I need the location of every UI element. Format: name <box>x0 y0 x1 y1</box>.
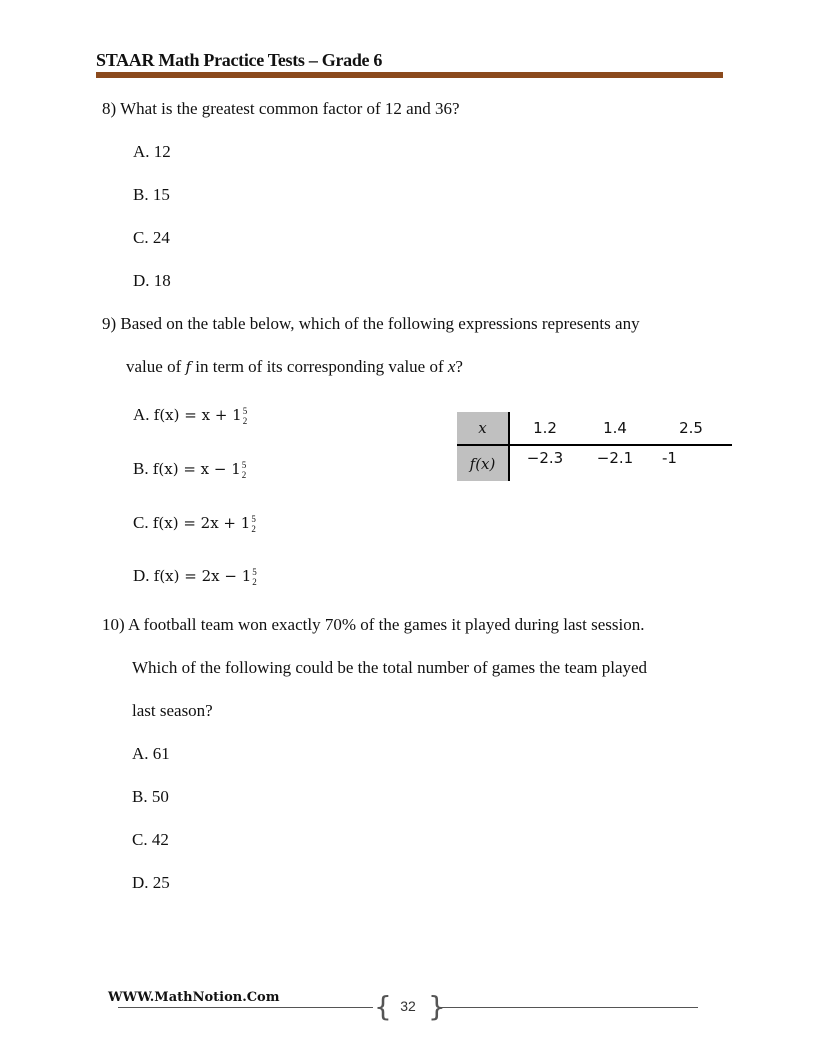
table-cell: −2.3 <box>526 449 564 467</box>
q9-option-a-fraction <box>243 406 248 426</box>
q9-var-f: f <box>185 358 192 376</box>
table-cell: 2.5 <box>650 412 732 445</box>
q9-option-d-fraction <box>252 567 257 587</box>
footer-rule-left <box>118 1007 373 1008</box>
q9-data-table <box>457 412 732 481</box>
q9-var-x: x <box>447 357 456 376</box>
q8-option-a: A. 12 <box>133 142 171 161</box>
question-8-text: 8) What is the greatest common factor of 12 and 36? <box>102 99 460 118</box>
question-10-line-3: last season? <box>132 701 213 720</box>
q9-option-b-fraction <box>242 460 247 480</box>
fraction-denominator: 2 <box>242 416 248 427</box>
right-bracket-icon: } <box>428 990 446 1023</box>
q9-option-c-letter: C. <box>133 513 149 532</box>
fraction-numerator: 5 <box>252 567 257 578</box>
footer-rule-right <box>442 1007 698 1008</box>
fraction-denominator: 2 <box>251 524 256 535</box>
table-cell: -1 <box>662 449 677 467</box>
left-bracket-icon: { <box>374 990 392 1023</box>
q10-option-b: B. 50 <box>132 787 169 806</box>
q9-option-a-expr: f(x) = x + 1 <box>153 406 242 424</box>
q9-option-b-expr: f(x) = x − 1 <box>152 460 241 478</box>
question-9-line-2 <box>126 357 463 377</box>
table-row <box>457 445 732 481</box>
q9-option-d <box>133 566 257 587</box>
question-10-line-2: Which of the following could be the total number of games the team played <box>132 658 648 677</box>
q9-line2-mid: in term of its corresponding value of <box>191 357 448 376</box>
table-row <box>457 412 732 445</box>
q8-option-b: B. 15 <box>133 185 170 204</box>
q10-option-a: A. 61 <box>132 744 170 763</box>
q9-option-b-letter: B. <box>133 459 149 478</box>
q9-option-d-expr: f(x) = 2x − 1 <box>153 567 252 585</box>
footer-website: WWW.MathNotion.Com <box>108 990 280 1005</box>
q9-option-c-expr: f(x) = 2x + 1 <box>152 514 251 532</box>
table-header-fx: f(x) <box>457 445 509 481</box>
fraction-numerator: 5 <box>251 514 256 525</box>
page-number: 32 <box>400 998 416 1014</box>
q10-option-d: D. 25 <box>132 873 170 892</box>
q8-option-c: C. 24 <box>133 228 170 247</box>
q9-option-c-fraction <box>251 514 256 534</box>
table-cell: 1.4 <box>580 412 650 445</box>
question-9-line-1: 9) Based on the table below, which of the following expressions represents any <box>102 314 640 333</box>
question-10-line-1: 10) A football team won exactly 70% of the games it played during last session. <box>102 615 645 634</box>
q9-option-a-letter: A. <box>133 405 150 424</box>
q9-option-b <box>133 459 246 480</box>
table-header-x: x <box>457 412 509 445</box>
fraction-denominator: 2 <box>252 577 257 588</box>
fraction-numerator: 5 <box>241 460 247 471</box>
q9-option-d-letter: D. <box>133 566 150 585</box>
q10-option-c: C. 42 <box>132 830 169 849</box>
q9-option-a <box>133 405 247 426</box>
table-cell: −2.1 <box>596 449 634 467</box>
fraction-numerator: 5 <box>242 406 248 417</box>
q9-line2-end: ? <box>455 357 463 376</box>
q9-option-c <box>133 513 256 534</box>
header-rule <box>96 72 723 78</box>
table-cell: 1.2 <box>509 412 580 445</box>
page-header-title: STAAR Math Practice Tests – Grade 6 <box>96 50 383 70</box>
q8-option-d: D. 18 <box>133 271 171 290</box>
q9-line2-pre: value of <box>126 357 186 376</box>
fraction-denominator: 2 <box>241 470 247 481</box>
